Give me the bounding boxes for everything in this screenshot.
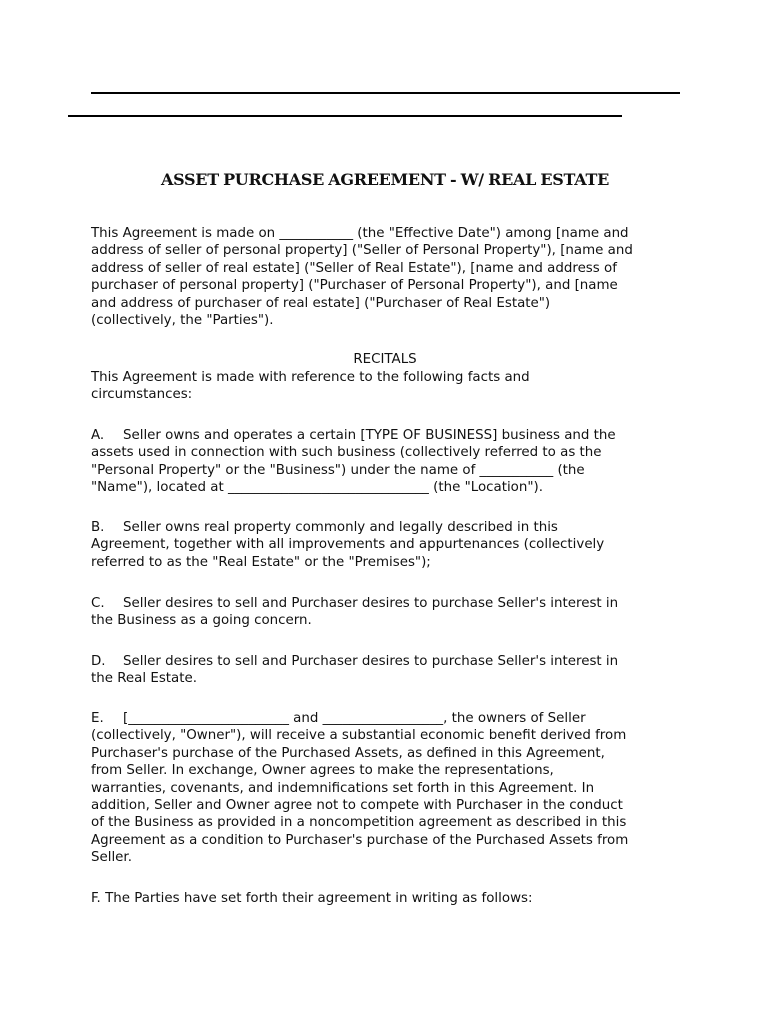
recital-label: E. (91, 711, 104, 726)
recital-label: C. (91, 596, 105, 611)
recital-line: Seller. (91, 850, 132, 866)
document-title: ASSET PURCHASE AGREEMENT - W/ REAL ESTATE (161, 170, 609, 189)
recital-line: referred to as the "Real Estate" or the "Premises"); (91, 554, 431, 570)
recital-label: A. (91, 428, 105, 443)
recital-line: the Real Estate. (91, 671, 197, 687)
recital-line: Seller owns and operates a certain [TYPE OF BUSINESS] business and the (123, 428, 616, 443)
intro-line: address of seller of personal property] ("Seller of Personal Property"), [name and (91, 243, 633, 259)
recital-line: Purchaser's purchase of the Purchased Assets, as defined in this Agreement, (91, 745, 605, 761)
recital-label: F. (91, 891, 101, 906)
recital-d (91, 653, 691, 688)
intro-line: (collectively, the "Parties"). (91, 313, 274, 329)
signature-line-top (91, 92, 680, 94)
intro-line: and address of purchaser of real estate] ("Purchaser of Real Estate") (91, 295, 551, 311)
recital-line: Seller desires to sell and Purchaser desires to purchase Seller's interest in (123, 596, 619, 611)
recitals-intro (91, 369, 691, 404)
recital-line: "Personal Property" or the "Business") under the name of ___________ (the (91, 462, 585, 478)
intro-line: address of seller of real estate] ("Seller of Real Estate"), [name and address of (91, 260, 617, 276)
intro-line: purchaser of personal property] ("Purchaser of Personal Property"), and [name (91, 278, 618, 294)
recitals-heading: RECITALS (353, 352, 417, 367)
recital-c (91, 595, 691, 630)
recital-label: B. (91, 520, 105, 535)
recital-line: [________________________ and __________________, the owners of Seller (123, 711, 586, 726)
recital-line: of the Business as provided in a noncompetition agreement as described in this (91, 815, 627, 831)
recitals-intro-line: This Agreement is made with reference to the following facts and (91, 370, 530, 385)
recital-f (91, 890, 691, 907)
signature-line-bottom (68, 115, 622, 117)
recital-line: the Business as a going concern. (91, 613, 312, 629)
recital-line: from Seller. In exchange, Owner agrees to make the representations, (91, 763, 554, 779)
recital-line: "Name"), located at ______________________________ (the "Location"). (91, 480, 544, 496)
recital-b (91, 519, 691, 571)
recital-label: D. (91, 654, 106, 669)
recital-e (91, 710, 691, 867)
recital-line: (collectively, "Owner"), will receive a substantial economic benefit derived from (91, 728, 627, 744)
recital-line: Seller owns real property commonly and legally described in this (123, 520, 558, 535)
recital-a (91, 427, 691, 497)
intro-paragraph (91, 225, 691, 329)
recital-line: assets used in connection with such business (collectively referred to as the (91, 445, 602, 461)
recital-line: The Parties have set forth their agreement in writing as follows: (105, 891, 533, 906)
recital-line: warranties, covenants, and indemnifications set forth in this Agreement. In (91, 780, 595, 796)
recital-line: Agreement as a condition to Purchaser's purchase of the Purchased Assets from (91, 832, 629, 848)
recital-line: addition, Seller and Owner agree not to compete with Purchaser in the conduct (91, 798, 623, 814)
intro-line: This Agreement is made on ___________ (the "Effective Date") among [name and (91, 226, 629, 241)
recital-line: Seller desires to sell and Purchaser desires to purchase Seller's interest in (123, 654, 619, 669)
recitals-intro-line: circumstances: (91, 387, 193, 403)
recital-line: Agreement, together with all improvements and appurtenances (collectively (91, 537, 605, 553)
